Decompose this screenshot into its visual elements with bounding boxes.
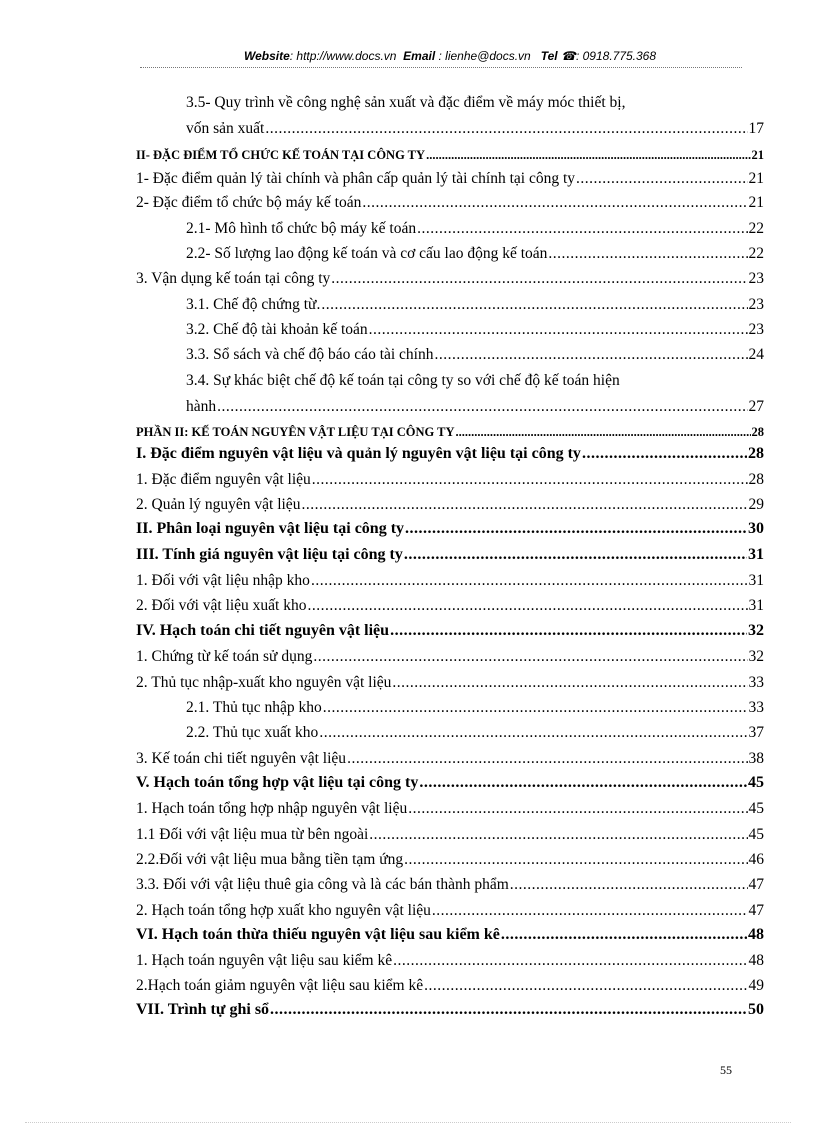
toc-section-heading: IV. Hạch toán chi tiết nguyên vật liệu ..... 32 — [136, 622, 764, 640]
toc-entry: 2. Thủ tục nhập-xuất kho nguyên vật liệu ..... 33 — [136, 674, 764, 692]
toc-entry: 2.1- Mô hình tổ chức bộ máy kế toán ..... 22 — [186, 220, 764, 238]
header-divider — [140, 67, 742, 68]
toc-entry: 1- Đặc điểm quản lý tài chính và phân cấp quản lý tài chính tại công ty ..... 21 — [136, 170, 764, 188]
toc-section-heading: II- ĐẶC ĐIỂM TỔ CHỨC KẾ TOÁN TẠI CÔNG TY ..... 21 — [136, 148, 764, 163]
toc-section-heading: III. Tính giá nguyên vật liệu tại công ty ..... 31 — [136, 546, 764, 564]
toc-entry: 1. Hạch toán nguyên vật liệu sau kiểm kê ..... 48 — [136, 952, 764, 970]
toc-entry: 2. Đối với vật liệu xuất kho ..... 31 — [136, 597, 764, 615]
toc-entry: hành ..... 27 — [186, 398, 764, 416]
toc-entry: 3. Kế toán chi tiết nguyên vật liệu ..... 38 — [136, 750, 764, 768]
toc-section-heading: V. Hạch toán tổng hợp vật liệu tại công ty ..... 45 — [136, 774, 764, 792]
toc-section-heading: II. Phân loại nguyên vật liệu tại công ty ..... 30 — [136, 520, 764, 538]
website-value: : http://www.docs.vn — [289, 49, 397, 63]
toc-entry: 2.2- Số lượng lao động kế toán và cơ cấu lao động kế toán ..... 22 — [186, 245, 764, 263]
toc-entry: 3.3. Sổ sách và chế độ báo cáo tài chính ..... 24 — [186, 346, 764, 364]
toc-entry: 2.2.Đối với vật liệu mua bằng tiền tạm ứng ..... 46 — [136, 851, 764, 869]
toc-entry: 1. Đối với vật liệu nhập kho ..... 31 — [136, 572, 764, 590]
toc-part-heading: PHẦN II: KẾ TOÁN NGUYÊN VẬT LIỆU TẠI CÔNG TY ..... 28 — [136, 425, 764, 440]
email-value: : lienhe@docs.vn — [435, 49, 531, 63]
tel-label: Tel — [540, 49, 558, 63]
toc-entry: vốn sản xuất ..... 17 — [186, 120, 764, 138]
toc-entry: 3.2. Chế độ tài khoản kế toán ..... 23 — [186, 321, 764, 339]
toc-entry: 2. Hạch toán tổng hợp xuất kho nguyên vật liệu ..... 47 — [136, 902, 764, 920]
toc-entry: 1. Hạch toán tổng hợp nhập nguyên vật liệu ..... 45 — [136, 800, 764, 818]
toc-entry: 1. Chứng từ kế toán sử dụng ..... 32 — [136, 648, 764, 666]
phone-icon: ☎ — [561, 49, 576, 63]
toc-section-heading: VI. Hạch toán thừa thiếu nguyên vật liệu sau kiểm kê ..... 48 — [136, 926, 764, 944]
toc-section-heading: VII. Trình tự ghi sổ ..... 50 — [136, 1001, 764, 1019]
page-number: 55 — [720, 1063, 732, 1077]
toc-entry: 2.Hạch toán giảm nguyên vật liệu sau kiểm kê ..... 49 — [136, 977, 764, 995]
toc-entry: 2. Quản lý nguyên vật liệu ..... 29 — [136, 496, 764, 514]
toc-entry: 2- Đặc điểm tổ chức bộ máy kế toán ..... 21 — [136, 194, 764, 212]
toc-wrap-line: 3.5- Quy trình về công nghệ sản xuất và đặc điểm về máy móc thiết bị, — [186, 94, 626, 111]
toc-wrap-line: 3.4. Sự khác biệt chế độ kế toán tại công ty so với chế độ kế toán hiện — [186, 372, 620, 389]
toc-entry: 1. Đặc điểm nguyên vật liệu ..... 28 — [136, 471, 764, 489]
page-header — [150, 49, 750, 63]
toc-entry: 1.1 Đối với vật liệu mua từ bên ngoài ..... 45 — [136, 826, 764, 844]
toc-entry: 3. Vận dụng kế toán tại công ty ..... 23 — [136, 270, 764, 288]
toc-entry: 3.3. Đối với vật liệu thuê gia công và là các bán thành phẩm ..... 47 — [136, 876, 764, 894]
toc-section-heading: I. Đặc điểm nguyên vật liệu và quản lý nguyên vật liệu tại công ty ..... 28 — [136, 445, 764, 463]
tel-value: : 0918.775.368 — [575, 49, 657, 63]
email-label: Email — [403, 49, 436, 63]
toc-entry: 2.2. Thủ tục xuất kho ..... 37 — [186, 724, 764, 742]
website-label: Website — [243, 49, 290, 63]
toc-entry: 3.1. Chế độ chứng từ. ..... 23 — [186, 296, 764, 314]
toc-entry: 2.1. Thủ tục nhập kho ..... 33 — [186, 699, 764, 717]
